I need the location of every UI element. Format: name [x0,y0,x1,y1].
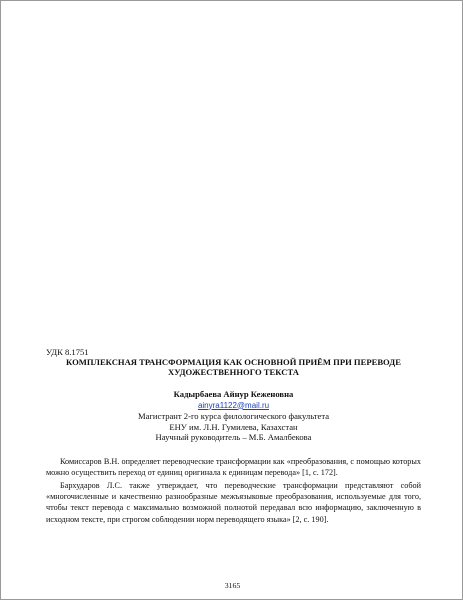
author-block [46,389,421,443]
udk-code: УДК 8.1751 [46,347,89,357]
author-position: Магистрант 2-го курса филологического факультета [137,411,330,421]
author-email-link[interactable]: ainyra1122@mail.ru [197,400,270,410]
author-email-line [46,400,421,412]
article-title: КОМПЛЕКСНАЯ ТРАНСФОРМАЦИЯ КАК ОСНОВНОЙ ПРИЁМ ПРИ ПЕРЕВОДЕ ХУДОЖЕСТВЕННОГО ТЕКСТА [66,357,401,377]
scientific-supervisor: Научный руководитель – М.Б. Амалбекова [155,432,312,442]
body-paragraph-1: Комиссаров В.Н. определяет переводческие трансформации как «преобразования, с помощью которых можно осуществить переход от единиц оригинала к единицам перевода» [1, с. 172]. [46,456,421,477]
article-content [46,347,421,525]
author-name: Кадырбаева Айнур Кеженовна [173,389,294,399]
author-university: ЕНУ им. Л.Н. Гумилева, Казахстан [169,421,298,432]
body-paragraph-2: Бархударов Л.С. также утверждает, что переводческие трансформации представляют собой «многочисленные и качественно разнообразные межъязыковые преобразования, используемые для того, чтобы текст перевода с максимально возможной полнотой передавал всю информацию, заключенную в исходном тексте, при строгом соблюдении норм переводящего языка» [2, с. 190]. [46,480,421,524]
page-number: 3165 [224,581,241,590]
